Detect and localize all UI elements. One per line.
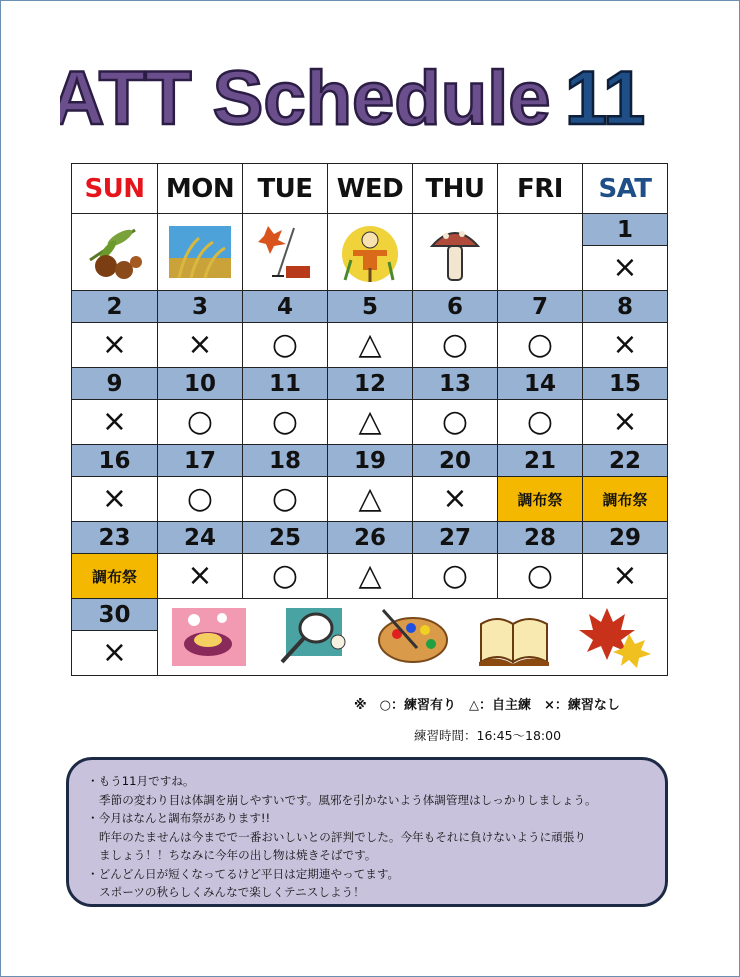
week-3-marks <box>72 400 668 445</box>
autumn-rake-icon <box>243 214 328 291</box>
date-cell: 16 <box>72 445 158 477</box>
mark-cell: × <box>583 400 668 445</box>
weekday-thu: THU <box>413 164 498 214</box>
date-cell: 22 <box>583 445 668 477</box>
week-4-marks <box>72 477 668 522</box>
date-cell: 26 <box>328 522 413 554</box>
title-month: 11 <box>564 56 646 141</box>
chestnut-icon <box>72 214 158 291</box>
mark-cell: ○ <box>498 400 583 445</box>
date-cell: 7 <box>498 291 583 323</box>
practice-time: 練習時間：16:45～18:00 <box>414 728 562 743</box>
mark-cell: ○ <box>243 323 328 368</box>
mark-cell: ○ <box>243 400 328 445</box>
legend: ※ ○：練習有り △：自主練 ×：練習なし <box>354 698 620 713</box>
date-cell: 4 <box>243 291 328 323</box>
note-line: スポーツの秋らしくみんなで楽しくテニスしよう！ <box>99 885 365 899</box>
date-cell: 10 <box>158 368 243 400</box>
date-1: 1 <box>583 214 668 246</box>
event-badge: 調布祭 <box>583 477 668 522</box>
event-badge: 調布祭 <box>72 554 158 599</box>
date-cell: 8 <box>583 291 668 323</box>
event-badge: 調布祭 <box>498 477 583 522</box>
weekday-fri: FRI <box>498 164 583 214</box>
mark-cell: ○ <box>413 554 498 599</box>
mark-cell: ○ <box>243 477 328 522</box>
week-5-dates <box>72 522 668 554</box>
mark-cell: × <box>72 477 158 522</box>
mark-cell: ○ <box>413 323 498 368</box>
date-cell: 3 <box>158 291 243 323</box>
date-cell: 17 <box>158 445 243 477</box>
date-cell: 13 <box>413 368 498 400</box>
mark-cell: × <box>413 477 498 522</box>
mark-cell: × <box>158 323 243 368</box>
note-line: 季節の変わり目は体調を崩しやすいです。風邪を引かないよう体調管理はしっかりしましょう。 <box>99 792 597 807</box>
paint-palette-icon <box>373 604 451 670</box>
mark-cell: △ <box>328 323 413 368</box>
mark-cell: × <box>583 554 668 599</box>
date-cell: 29 <box>583 522 668 554</box>
mark-cell: × <box>158 554 243 599</box>
title-text: ATT Schedule <box>60 56 551 141</box>
open-book-icon <box>475 604 553 670</box>
date-cell: 6 <box>413 291 498 323</box>
weekday-header-row <box>72 164 668 214</box>
date-cell: 18 <box>243 445 328 477</box>
date-cell: 11 <box>243 368 328 400</box>
date-cell: 21 <box>498 445 583 477</box>
note-line: ・どんどん日が短くなってるけど平日は定期連やってます。 <box>87 866 400 881</box>
week-2-marks <box>72 323 668 368</box>
mark-cell: ○ <box>413 400 498 445</box>
calendar-table <box>71 163 668 676</box>
date-cell: 12 <box>328 368 413 400</box>
mark-cell: ○ <box>158 400 243 445</box>
mushroom-icon <box>413 214 498 291</box>
mark-cell: ○ <box>498 323 583 368</box>
rice-field-icon <box>158 214 243 291</box>
tennis-racket-icon <box>272 604 350 670</box>
date-cell: 24 <box>158 522 243 554</box>
date-cell: 20 <box>413 445 498 477</box>
week-5-marks <box>72 554 668 599</box>
week-2-dates <box>72 291 668 323</box>
weekday-sun: SUN <box>72 164 158 214</box>
mark-30: × <box>72 631 158 676</box>
mark-cell: △ <box>328 400 413 445</box>
notes-box <box>66 757 668 907</box>
mark-cell: △ <box>328 554 413 599</box>
date-cell: 27 <box>413 522 498 554</box>
date-cell: 2 <box>72 291 158 323</box>
note-line: 昨年のたませんは今までで一番おいしいとの評判でした。今年もそれに負けないように頑張り <box>99 829 586 844</box>
date-cell: 25 <box>243 522 328 554</box>
mark-cell: ○ <box>243 554 328 599</box>
week-3-dates <box>72 368 668 400</box>
autumn-picture-strip <box>158 599 668 676</box>
mark-cell: △ <box>328 477 413 522</box>
weekday-tue: TUE <box>243 164 328 214</box>
mark-1: × <box>583 246 668 291</box>
weekday-mon: MON <box>158 164 243 214</box>
date-cell: 14 <box>498 368 583 400</box>
weekday-wed: WED <box>328 164 413 214</box>
date-cell: 23 <box>72 522 158 554</box>
mark-cell: × <box>72 400 158 445</box>
date-30: 30 <box>72 599 158 631</box>
note-line: ましょう！！ちなみに今年の出し物は焼きそばです。 <box>99 848 377 862</box>
mark-cell: × <box>583 323 668 368</box>
date-cell: 15 <box>583 368 668 400</box>
note-line: ・もう11月ですね。 <box>87 774 195 788</box>
page-title <box>60 44 680 144</box>
mark-cell: ○ <box>158 477 243 522</box>
empty-cell <box>498 214 583 291</box>
weekday-sat: SAT <box>583 164 668 214</box>
date-cell: 5 <box>328 291 413 323</box>
mark-cell: ○ <box>498 554 583 599</box>
week-4-dates <box>72 445 668 477</box>
maple-leaves-icon <box>577 604 655 670</box>
sweet-potato-icon <box>170 604 248 670</box>
mark-cell: × <box>72 323 158 368</box>
date-cell: 9 <box>72 368 158 400</box>
scarecrow-icon <box>328 214 413 291</box>
date-cell: 19 <box>328 445 413 477</box>
date-cell: 28 <box>498 522 583 554</box>
note-line: ・今月はなんと調布祭があります!! <box>87 811 271 825</box>
